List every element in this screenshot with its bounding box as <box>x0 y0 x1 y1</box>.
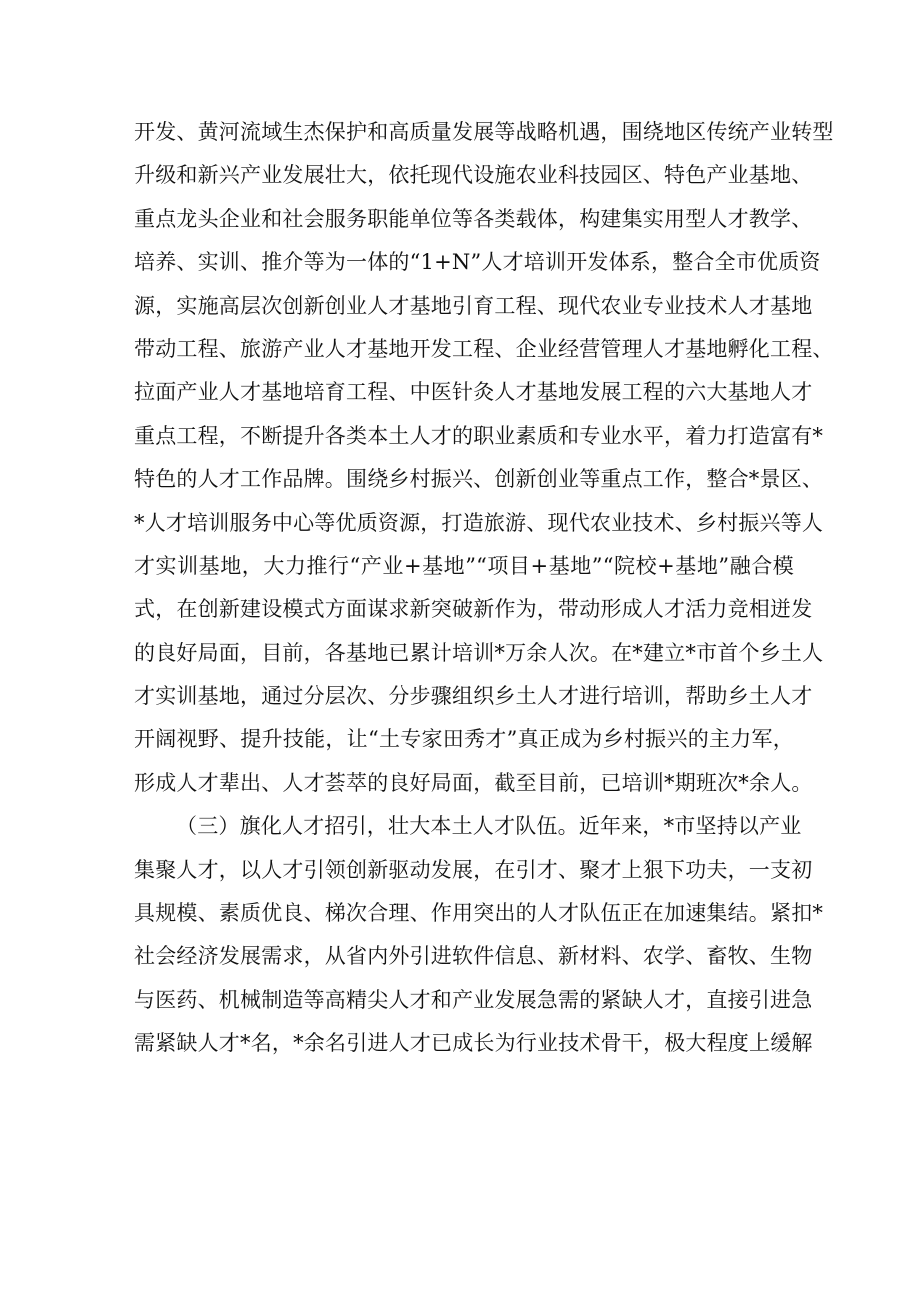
text-line: 重点工程，不断提升各类本土人才的职业素质和专业水平，着力打造富有* <box>134 423 824 448</box>
text-line: 升级和新兴产业发展壮大，依托现代设施农业科技园区、特色产业基地、 <box>134 163 813 188</box>
text-line: 形成人才辈出、人才荟萃的良好局面，截至目前，已培训*期班次*余人。 <box>134 770 813 795</box>
text-line: 拉面产业人才基地培育工程、中医针灸人才基地发展工程的六大基地人才 <box>134 380 813 405</box>
text-line: 与医药、机械制造等高精尖人才和产业发展急需的紧缺人才，直接引进急 <box>134 987 813 1012</box>
text-line: 具规模、素质优良、梯次合理、作用突出的人才队伍正在加速集结。紧扣* <box>134 901 824 926</box>
text-line: 式，在创新建设模式方面谋求新突破新作为，带动形成人才活力竞相迸发 <box>134 597 813 622</box>
text-line: 源，实施高层次创新创业人才基地引育工程、现代农业专业技术人才基地 <box>134 293 813 318</box>
section-heading-line: （三）旗化人才招引，壮大本土人才队伍。近年来，*市坚持以产业 <box>176 814 802 839</box>
text-line: 带动工程、旅游产业人才基地开发工程、企业经营管理人才基地孵化工程、 <box>134 336 834 361</box>
text-line: 特色的人才工作品牌。围绕乡村振兴、创新创业等重点工作，整合*景区、 <box>134 467 824 492</box>
text-line: 的良好局面，目前，各基地已累计培训*万余人次。在*建立*市首个乡土人 <box>134 640 824 665</box>
text-line: 社会经济发展需求，从省内外引进软件信息、新材料、农学、畜牧、生物 <box>134 944 813 969</box>
text-line: 开发、黄河流域生杰保护和高质量发展等战略机遇，围绕地区传统产业转型 <box>134 120 834 144</box>
body-text <box>134 111 834 1066</box>
text-line: 培养、实训、推介等为一体的“1+N”人才培训开发体系，整合全市优质资 <box>134 250 821 275</box>
text-line: 重点龙头企业和社会服务职能单位等各类载体，构建集实用型人才教学、 <box>134 206 813 231</box>
text-line: 才实训基地，大力推行“产业+基地”“项目+基地”“院校+基地”融合模 <box>134 553 794 578</box>
text-line: 需紧缺人才*名，*余名引进人才已成长为行业技术骨干，极大程度上缓解 <box>134 1031 813 1056</box>
text-line: 集聚人才，以人才引领创新驱动发展，在引才、聚才上狠下功夫，一支初 <box>134 857 813 882</box>
text-line: 开阔视野、提升技能，让“土专家田秀才”真正成为乡村振兴的主力军， <box>134 727 794 752</box>
text-line: *人才培训服务中心等优质资源，打造旅游、现代农业技术、乡村振兴等人 <box>134 510 824 535</box>
text-line: 才实训基地，通过分层次、分步骤组织乡土人才进行培训，帮助乡土人才 <box>134 684 813 709</box>
